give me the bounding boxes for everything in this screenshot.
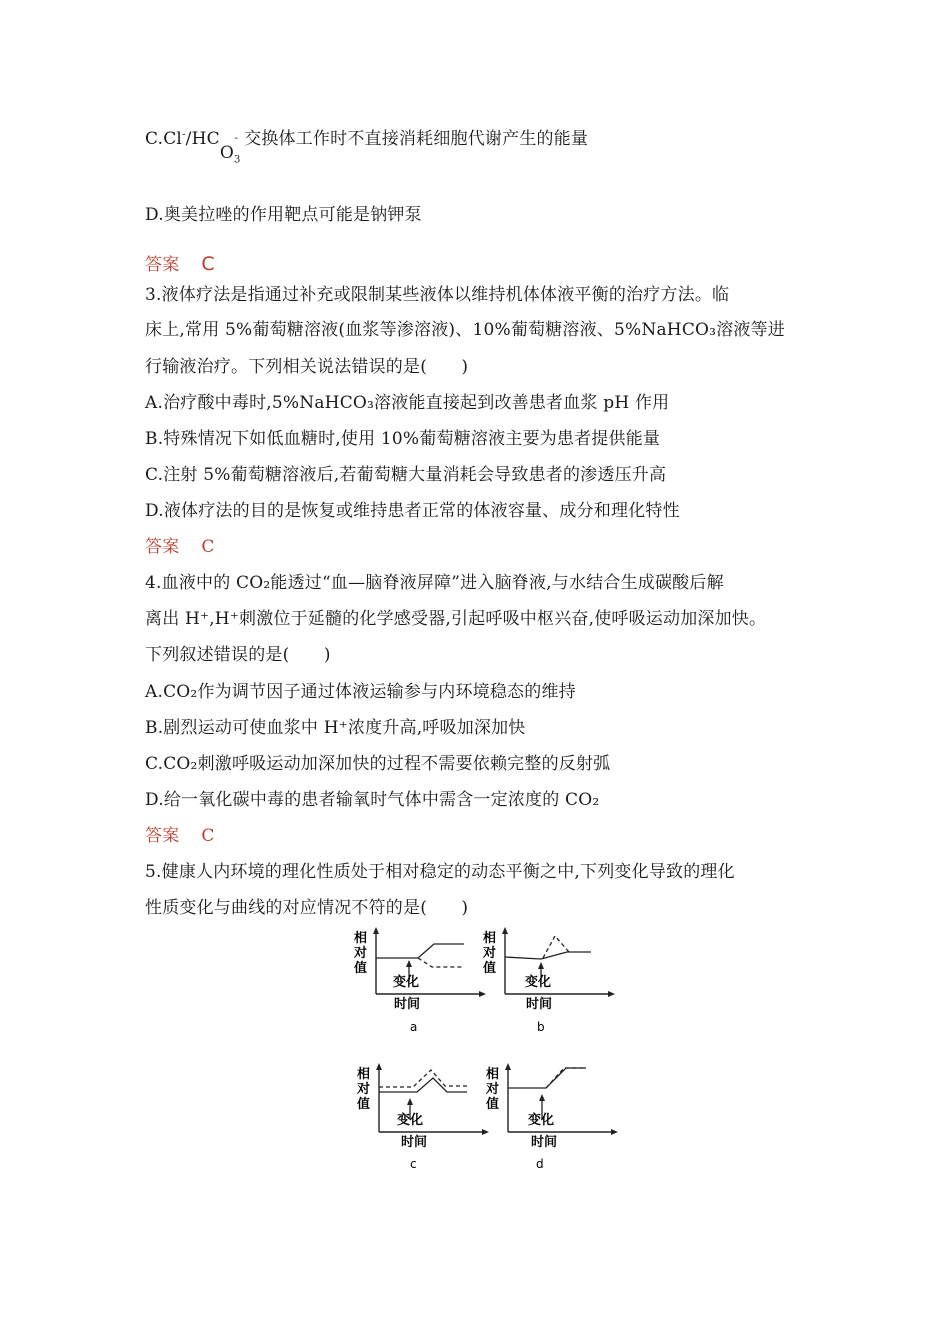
answer-value: C — [201, 826, 215, 846]
change-arrow-head — [538, 962, 544, 969]
figure-panel-d — [484, 1062, 624, 1174]
q3-option-b: B.特殊情况下如低血糖时,使用 10%葡萄糖溶液主要为患者提供能量 — [145, 429, 661, 449]
change-arrow-head — [407, 1098, 413, 1105]
solid-curve — [376, 944, 464, 958]
panel-label: d — [536, 1157, 544, 1171]
y-axis-arrow — [505, 1063, 511, 1070]
x-label: 时间 — [526, 997, 553, 1012]
y-label-char-3: 值 — [354, 961, 368, 976]
answer-value: C — [201, 253, 215, 275]
q3-stem-line1: 3.液体疗法是指通过补充或限制某些液体以维持机体体液平衡的治疗方法。临 — [145, 285, 730, 305]
q3-answer — [145, 532, 215, 557]
y-label-char-3: 值 — [486, 1097, 500, 1112]
panel-label: a — [410, 1020, 418, 1034]
figure-panel-a — [352, 926, 492, 1038]
q4-stem-line2: 离出 H⁺,H⁺刺激位于延髓的化学感受器,引起呼吸中枢兴奋,使呼吸运动加深加快。 — [145, 609, 767, 629]
y-label-char-1: 相 — [357, 1067, 371, 1082]
y-label-char-2: 对 — [483, 946, 497, 961]
q4-stem-line1: 4.血液中的 CO₂能透过“血—脑脊液屏障”进入脑脊液,与水结合生成碳酸后解 — [145, 573, 724, 593]
y-axis-arrow — [502, 927, 508, 934]
panel-label: b — [537, 1020, 545, 1034]
x-label: 时间 — [394, 997, 421, 1012]
q3-option-c: C.注射 5%葡萄糖溶液后,若葡萄糖大量消耗会导致患者的渗透压升高 — [145, 465, 667, 485]
ion-oxygen: O — [219, 143, 234, 163]
y-axis-arrow — [373, 927, 379, 934]
y-label-char-3: 值 — [357, 1097, 371, 1112]
answer-value: C — [201, 537, 215, 557]
y-label-char-2: 对 — [486, 1082, 500, 1097]
answer-label: 答案 — [145, 255, 180, 275]
option-c-previous — [145, 124, 589, 166]
change-label: 变化 — [397, 1113, 424, 1128]
dashed-curve — [546, 1068, 586, 1088]
y-label-char-1: 相 — [486, 1067, 500, 1082]
answer-previous — [145, 250, 215, 275]
dashed-curve — [379, 1070, 467, 1087]
option-c-text: 交换体工作时不直接消耗细胞代谢产生的能量 — [244, 129, 589, 149]
chloride-charge: - — [182, 129, 186, 141]
q3-option-d: D.液体疗法的目的是恢复或维持患者正常的体液容量、成分和理化特性 — [145, 501, 680, 521]
solid-curve — [508, 1068, 586, 1088]
option-d-previous: D.奥美拉唑的作用靶点可能是钠钾泵 — [145, 205, 422, 225]
change-label: 变化 — [525, 975, 552, 990]
x-axis-arrow — [611, 1129, 618, 1135]
q4-option-d: D.给一氧化碳中毒的患者输氧时气体中需含一定浓度的 CO₂ — [145, 790, 600, 810]
y-label-char-3: 值 — [483, 961, 497, 976]
q4-option-b: B.剧烈运动可使血浆中 H⁺浓度升高,呼吸加深加快 — [145, 718, 526, 738]
y-label-char-1: 相 — [483, 931, 497, 946]
q4-answer — [145, 821, 215, 846]
panel-label: c — [410, 1157, 417, 1171]
solid-curve — [379, 1078, 467, 1092]
y-label-char-1: 相 — [354, 931, 368, 946]
change-label: 变化 — [528, 1113, 555, 1128]
ion-subscript-3: 3 — [233, 154, 241, 166]
change-arrow-head — [406, 960, 412, 967]
q3-option-a: A.治疗酸中毒时,5%NaHCO₃溶液能直接起到改善患者血浆 pH 作用 — [145, 393, 670, 413]
q4-option-a: A.CO₂作为调节因子通过体液运输参与内环境稳态的维持 — [145, 682, 576, 702]
q4-option-c: C.CO₂刺激呼吸运动加深加快的过程不需要依赖完整的反射弧 — [145, 754, 611, 774]
change-label: 变化 — [393, 975, 420, 990]
change-arrow-head — [539, 1094, 545, 1101]
figure-panel-b — [481, 926, 621, 1038]
answer-label: 答案 — [145, 826, 180, 846]
answer-label: 答案 — [145, 537, 180, 557]
q4-stem-line3: 下列叙述错误的是( ) — [145, 645, 331, 665]
x-label: 时间 — [401, 1135, 428, 1150]
ion-prefix: /HC — [185, 129, 220, 149]
solid-curve — [505, 952, 591, 959]
x-label: 时间 — [531, 1135, 558, 1150]
y-axis-arrow — [376, 1063, 382, 1070]
x-axis-arrow — [608, 991, 615, 997]
dashed-curve — [418, 958, 464, 967]
bicarbonate-subscript — [219, 133, 244, 166]
q5-stem-line2: 性质变化与曲线的对应情况不符的是( ) — [145, 898, 469, 918]
q3-stem-line3: 行输液治疗。下列相关说法错误的是( ) — [145, 357, 469, 377]
figure-panel-c — [355, 1062, 495, 1174]
y-label-char-2: 对 — [357, 1082, 371, 1097]
q5-stem-line1: 5.健康人内环境的理化性质处于相对稳定的动态平衡之中,下列变化导致的理化 — [145, 862, 735, 882]
q3-stem-line2: 床上,常用 5%葡萄糖溶液(血浆等渗溶液)、10%葡萄糖溶液、5%NaHCO₃溶液等进 — [145, 320, 785, 340]
ion-charge: - — [234, 133, 239, 145]
y-label-char-2: 对 — [354, 946, 368, 961]
option-c-prefix: C.Cl — [145, 129, 183, 149]
